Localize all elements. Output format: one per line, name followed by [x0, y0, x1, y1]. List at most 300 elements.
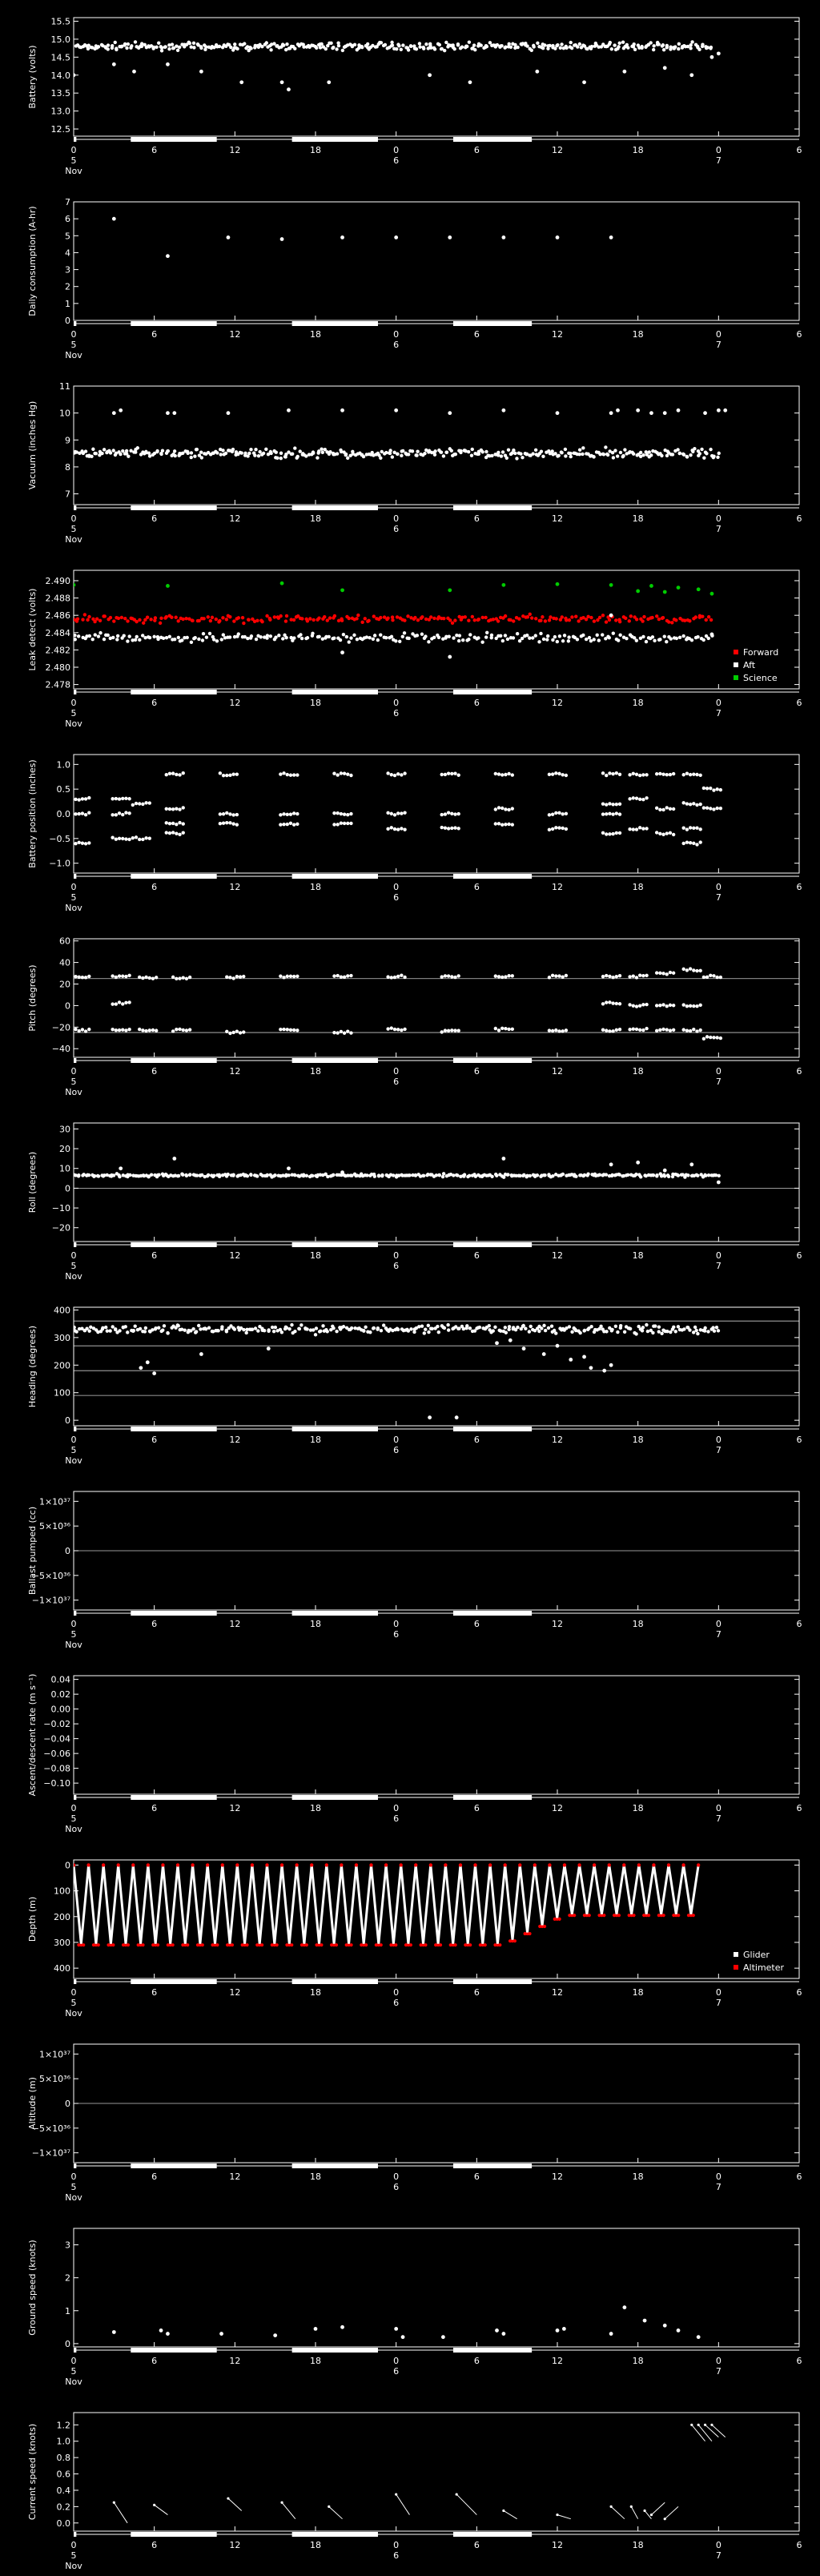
data-point	[565, 974, 568, 977]
data-point-aft	[678, 636, 681, 639]
data-point	[143, 1330, 147, 1333]
x-tick-label: 12	[229, 1250, 241, 1261]
data-point	[190, 451, 193, 454]
daylight-band	[74, 137, 76, 142]
y-tick-label: 2	[65, 281, 70, 292]
data-point-forward	[306, 619, 309, 622]
data-point-aft	[563, 634, 566, 637]
data-point	[557, 1029, 561, 1032]
data-point	[124, 975, 127, 978]
data-point	[184, 1173, 187, 1177]
data-point	[569, 41, 573, 44]
current-vector-origin	[395, 2493, 397, 2495]
data-point-aft	[467, 638, 470, 641]
y-tick-label: 20	[59, 1144, 70, 1155]
y-tick-label: 7	[65, 489, 70, 500]
data-point	[497, 822, 500, 825]
data-point	[468, 1174, 471, 1177]
data-point	[658, 808, 661, 811]
y-tick-label: 0.2	[56, 2502, 70, 2513]
data-point-forward	[242, 622, 245, 625]
daylight-band	[453, 1427, 532, 1431]
daylight-band	[74, 505, 76, 510]
data-layer	[72, 1157, 721, 1184]
data-point	[332, 1173, 335, 1177]
data-point-aft	[107, 634, 110, 637]
data-point	[604, 445, 607, 449]
data-point	[269, 48, 272, 51]
x-tick-label: 0	[70, 2356, 77, 2366]
data-point	[717, 409, 721, 413]
y-tick-label: 2.488	[45, 593, 70, 604]
x-tick-label: 18	[632, 1435, 644, 1445]
data-point	[115, 1028, 118, 1032]
data-point	[500, 976, 504, 979]
data-point	[692, 1028, 695, 1031]
x-tick-label: 0	[393, 1987, 400, 1998]
data-point	[231, 1173, 235, 1177]
x-tick-label: 12	[229, 882, 241, 892]
x-date-label: 7	[715, 708, 722, 718]
data-point	[384, 451, 388, 454]
data-point	[408, 1173, 411, 1177]
data-point	[500, 454, 503, 457]
data-point	[628, 827, 631, 831]
y-tick-label: 400	[54, 1305, 70, 1316]
data-point-aft	[480, 641, 484, 644]
daylight-band	[74, 874, 76, 879]
data-point	[84, 813, 87, 816]
data-point	[231, 976, 235, 980]
data-point	[669, 807, 672, 811]
data-point	[618, 803, 621, 806]
x-tick-label: 18	[632, 329, 644, 340]
data-point-aft	[135, 635, 139, 638]
daylight-band	[74, 1795, 76, 1800]
data-point	[719, 788, 722, 791]
x-tick-label: 6	[473, 1066, 480, 1077]
data-point	[513, 452, 517, 455]
data-layer	[72, 1323, 720, 1419]
data-point	[480, 450, 484, 453]
data-point	[692, 802, 695, 805]
data-point	[672, 972, 675, 975]
data-point-altimeter	[231, 1943, 234, 1946]
chart-ground-speed	[27, 2228, 802, 2387]
x-tick-label: 6	[151, 145, 158, 155]
data-point-forward	[544, 619, 547, 622]
data-point	[393, 976, 396, 979]
y-axis-label: Heading (degrees)	[27, 1325, 38, 1408]
data-point-aft	[452, 636, 455, 639]
data-point	[531, 452, 534, 455]
data-point	[111, 974, 114, 977]
y-tick-label: −40	[51, 1044, 70, 1055]
data-layer	[113, 2424, 726, 2523]
chart-ballast	[27, 1491, 802, 1650]
data-point	[231, 772, 235, 775]
data-point	[175, 977, 178, 980]
x-tick-label: 0	[715, 145, 722, 155]
data-point	[279, 452, 283, 455]
data-point-forward	[554, 617, 557, 620]
data-point-aft	[372, 638, 375, 641]
current-vector	[692, 2425, 705, 2441]
x-tick-label: 6	[473, 329, 480, 340]
data-point	[705, 806, 709, 809]
data-point	[329, 42, 332, 45]
data-point	[200, 456, 203, 459]
data-point	[618, 812, 621, 815]
data-point	[173, 449, 176, 453]
data-point-aft	[558, 634, 561, 638]
data-point	[123, 42, 127, 46]
x-tick-label: 6	[151, 882, 158, 892]
data-point-forward	[413, 616, 416, 619]
data-point	[638, 1004, 641, 1008]
data-point	[382, 1323, 385, 1326]
data-point-altimeter	[697, 1863, 700, 1866]
current-vector-origin	[650, 2514, 653, 2516]
data-point	[299, 1323, 303, 1326]
x-month-label: Nov	[65, 2561, 82, 2571]
data-point	[275, 450, 278, 453]
x-tick-label: 0	[393, 1619, 400, 1629]
data-point	[87, 841, 90, 844]
data-point	[632, 1004, 635, 1007]
data-point	[282, 43, 285, 46]
data-layer	[112, 2305, 701, 2339]
data-layer	[112, 217, 613, 258]
data-point	[295, 823, 299, 826]
data-point	[94, 452, 98, 455]
data-point	[168, 831, 171, 835]
data-point	[112, 217, 116, 221]
data-point-science	[340, 588, 344, 592]
data-point	[321, 1324, 324, 1327]
data-point-forward	[312, 618, 315, 622]
data-point-aft	[180, 638, 183, 642]
x-tick-label: 6	[473, 1435, 480, 1445]
data-point	[613, 43, 616, 46]
x-tick-label: 6	[473, 145, 480, 155]
data-point	[362, 1329, 365, 1332]
data-point	[570, 46, 573, 50]
data-point	[456, 812, 460, 815]
data-point	[456, 827, 460, 830]
data-point	[609, 235, 613, 239]
data-point-aft	[98, 631, 102, 634]
data-point	[639, 1175, 642, 1178]
data-point	[611, 803, 614, 806]
data-point	[685, 455, 689, 458]
data-point-forward	[701, 614, 704, 618]
data-point	[507, 823, 510, 826]
x-tick-label: 12	[552, 2171, 563, 2182]
data-point	[561, 1029, 565, 1032]
y-tick-label: 0.5	[56, 784, 70, 795]
x-tick-label: 18	[632, 513, 644, 524]
data-point	[488, 1324, 491, 1327]
data-point-aft	[205, 635, 208, 638]
x-tick-label: 0	[393, 1066, 400, 1077]
data-point	[124, 1325, 127, 1328]
data-point-altimeter	[117, 1863, 120, 1866]
legend-swatch	[734, 675, 738, 680]
data-point	[282, 1028, 285, 1031]
data-point-aft	[156, 638, 159, 641]
data-point	[326, 1330, 329, 1333]
data-point	[407, 453, 410, 456]
data-point	[115, 46, 118, 50]
data-point-aft	[126, 639, 129, 642]
data-point-forward	[95, 617, 98, 620]
data-point	[556, 411, 560, 415]
data-point-forward	[241, 616, 244, 619]
y-tick-label: 0	[65, 2338, 70, 2349]
data-point	[400, 454, 403, 457]
x-tick-label: 0	[715, 1987, 722, 1998]
y-tick-label: 0	[65, 1183, 70, 1194]
chart-heading	[27, 1305, 802, 1466]
data-point	[78, 1029, 81, 1032]
data-point	[551, 1174, 554, 1177]
data-point-aft	[696, 635, 699, 638]
data-point-forward	[481, 616, 484, 619]
data-point	[655, 1029, 658, 1032]
data-point	[616, 1330, 619, 1334]
data-point	[289, 774, 292, 777]
data-point	[289, 1028, 292, 1032]
data-point	[622, 70, 626, 74]
data-point-forward	[87, 615, 90, 618]
data-point	[641, 827, 645, 830]
data-point	[601, 802, 605, 805]
data-point-aft	[138, 638, 141, 642]
daylight-band	[131, 505, 216, 510]
data-point	[522, 1324, 525, 1327]
data-point	[111, 1325, 115, 1328]
data-point	[690, 40, 693, 43]
data-point	[695, 969, 698, 972]
data-point	[677, 1325, 680, 1328]
data-point	[641, 1003, 645, 1006]
plot-frame	[74, 2228, 799, 2347]
data-point-aft	[581, 634, 585, 637]
data-point	[655, 772, 658, 775]
data-point	[622, 2305, 626, 2309]
data-point	[611, 1029, 614, 1032]
data-point-forward	[103, 614, 107, 618]
data-point	[225, 811, 228, 815]
data-point-forward	[641, 619, 644, 622]
data-point	[121, 1028, 124, 1031]
data-point	[332, 811, 336, 815]
data-point	[688, 1328, 691, 1331]
data-point	[641, 1028, 645, 1032]
data-point	[663, 1174, 666, 1177]
x-tick-label: 12	[229, 2171, 241, 2182]
data-point	[497, 1028, 500, 1032]
y-tick-label: 1.2	[56, 2420, 70, 2431]
data-point	[641, 773, 645, 776]
data-point-forward	[467, 619, 470, 622]
data-point	[632, 827, 635, 831]
y-tick-label: 0.6	[56, 2469, 70, 2480]
data-point	[698, 774, 701, 777]
data-point	[182, 1028, 185, 1032]
data-point	[709, 974, 712, 977]
data-point	[175, 807, 178, 811]
y-tick-label: 0	[65, 2099, 70, 2109]
data-point	[84, 1029, 87, 1032]
x-date-label: 7	[715, 1261, 722, 1271]
data-point	[590, 45, 593, 48]
data-point	[304, 454, 308, 457]
data-point	[536, 42, 539, 45]
data-point	[182, 822, 185, 825]
data-point	[396, 1028, 400, 1031]
legend-label: Altimeter	[743, 1962, 785, 1973]
current-vector	[228, 2498, 242, 2510]
data-point	[511, 1028, 514, 1031]
x-tick-label: 18	[310, 698, 321, 708]
data-point	[693, 447, 696, 450]
x-date-label: 6	[393, 1998, 400, 2008]
x-date-label: 7	[715, 1998, 722, 2008]
data-point	[256, 1329, 259, 1332]
daylight-band	[74, 1058, 76, 1063]
data-point-altimeter	[577, 1863, 581, 1866]
data-point	[134, 40, 137, 43]
data-point	[295, 812, 299, 815]
data-point	[511, 807, 514, 810]
data-point	[111, 813, 114, 816]
data-point	[658, 1028, 661, 1032]
data-point-aft	[237, 632, 240, 635]
y-tick-label: 400	[54, 1963, 70, 1974]
data-point	[119, 1166, 123, 1170]
data-point-forward	[360, 621, 364, 624]
data-point	[391, 43, 394, 46]
chart-consumption	[27, 197, 802, 360]
data-point	[129, 449, 132, 453]
data-point	[500, 773, 504, 776]
data-point-altimeter	[290, 1943, 293, 1946]
data-point-forward	[159, 617, 163, 620]
data-point	[343, 771, 346, 775]
data-point-aft	[269, 634, 272, 638]
data-point	[626, 46, 629, 49]
data-point	[109, 451, 112, 454]
x-tick-label: 6	[151, 1987, 158, 1998]
data-point	[185, 1028, 188, 1032]
data-point	[645, 796, 648, 799]
y-tick-label: −0.06	[43, 1749, 70, 1760]
data-point	[521, 456, 524, 459]
data-point	[360, 46, 364, 49]
data-point-aft	[665, 640, 668, 643]
data-point	[127, 797, 131, 800]
data-point	[610, 47, 613, 50]
data-point-altimeter	[444, 1863, 447, 1866]
data-point	[219, 812, 222, 815]
data-point-altimeter	[622, 1863, 625, 1866]
data-point	[658, 972, 661, 975]
data-point-science	[501, 583, 505, 587]
data-point	[290, 1323, 293, 1326]
current-vector-origin	[610, 2506, 613, 2508]
data-point	[692, 968, 695, 972]
data-point-aft	[561, 639, 565, 642]
x-tick-label: 6	[796, 882, 802, 892]
x-tick-label: 0	[715, 2356, 722, 2366]
x-tick-label: 6	[151, 2171, 158, 2182]
data-point	[332, 772, 336, 775]
daylight-band	[292, 2348, 378, 2353]
data-point	[456, 974, 460, 977]
data-point	[443, 1326, 446, 1330]
data-point-altimeter	[171, 1943, 175, 1946]
data-point	[497, 975, 500, 978]
data-point	[706, 1330, 709, 1333]
data-point	[112, 62, 116, 66]
x-tick-label: 18	[310, 1066, 321, 1077]
daylight-band	[74, 1611, 76, 1616]
data-point	[182, 806, 185, 809]
data-point	[119, 453, 122, 456]
data-point	[340, 812, 343, 815]
data-point	[235, 772, 239, 775]
data-point	[351, 450, 354, 453]
x-month-label: Nov	[65, 718, 82, 729]
x-tick-label: 0	[393, 1435, 400, 1445]
data-point	[497, 806, 500, 809]
data-point	[418, 42, 421, 45]
data-point-aft	[556, 640, 559, 643]
data-point	[525, 44, 529, 47]
data-point	[628, 975, 631, 978]
data-point-altimeter	[473, 1863, 476, 1866]
data-point-aft	[525, 634, 529, 637]
data-point	[507, 808, 510, 811]
data-point	[295, 975, 299, 978]
data-point	[645, 773, 648, 776]
daylight-band	[453, 505, 532, 510]
data-point	[131, 803, 135, 807]
data-point-aft	[635, 638, 638, 642]
x-tick-label: 6	[473, 1250, 480, 1261]
data-point	[628, 1028, 631, 1031]
data-point-science	[677, 586, 681, 590]
data-point	[623, 448, 626, 451]
data-point	[695, 843, 698, 846]
data-point	[188, 1028, 191, 1031]
data-point	[646, 1330, 649, 1333]
x-tick-label: 0	[70, 1250, 77, 1261]
y-tick-label: 12.5	[50, 124, 70, 135]
data-point-altimeter	[468, 1943, 472, 1946]
data-point	[480, 43, 483, 46]
data-point	[321, 451, 324, 454]
daylight-band	[453, 690, 532, 694]
data-point	[336, 41, 340, 44]
data-point-aft	[398, 640, 401, 643]
daylight-band	[131, 1427, 216, 1431]
data-point	[444, 1028, 447, 1032]
x-month-label: Nov	[65, 534, 82, 545]
daylight-band	[453, 1611, 532, 1616]
